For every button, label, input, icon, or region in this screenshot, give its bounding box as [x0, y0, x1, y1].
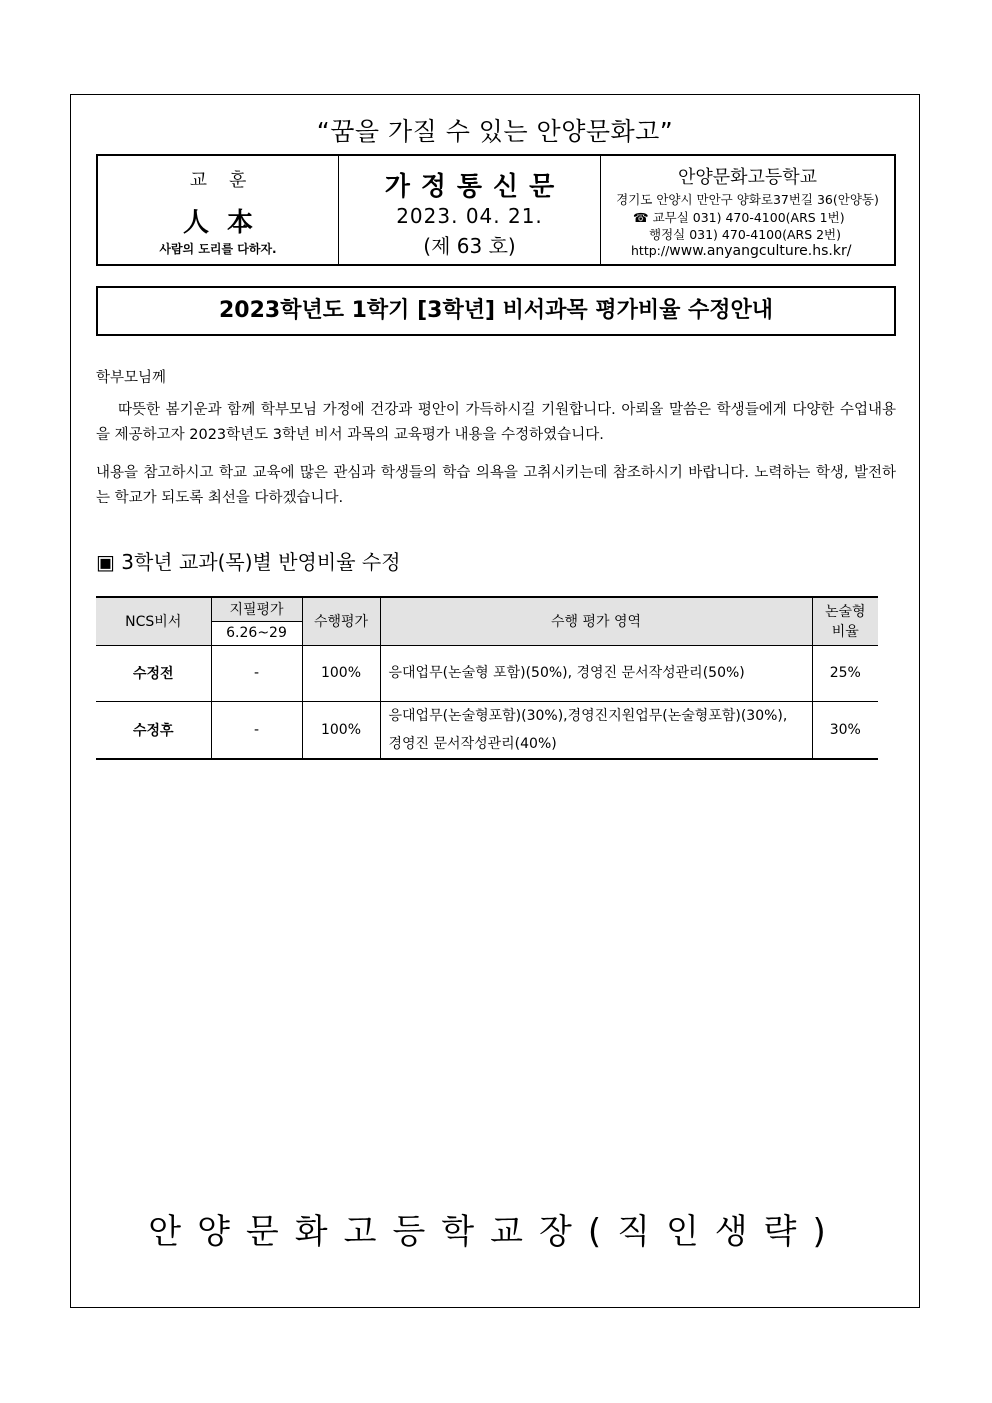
header-written: 지필평가: [211, 597, 302, 621]
admin-phone: 행정실 031) 470-4100(ARS 2번): [649, 227, 842, 242]
written-value: -: [211, 701, 302, 759]
creed-label: 교훈: [189, 170, 269, 191]
url-prefix: http://: [631, 243, 670, 258]
performance-value: 100%: [302, 701, 380, 759]
school-url[interactable]: [631, 243, 851, 259]
table-row: [96, 701, 878, 759]
header-subject: NCS비서: [96, 597, 211, 645]
office-phone: [633, 208, 845, 226]
area-line1: 응대업무(논술형포함)(30%),경영진지원업무(논술형포함)(30%),: [388, 707, 788, 724]
header-essay-line1: 논술형: [824, 604, 866, 621]
school-motto: “꿈을 가질 수 있는 안양문화고”: [316, 117, 674, 146]
area-line1: 응대업무(논술형 포함)(50%), 경영진 문서작성관리(50%): [388, 665, 745, 681]
school-info-cell: [601, 156, 894, 264]
notice-title: 2023학년도 1학기 [3학년] 비서과목 평가비율 수정안내: [96, 286, 896, 336]
header-essay-ratio: [812, 597, 878, 645]
section-heading: [96, 546, 401, 575]
section-heading-text: 3학년 교과(목)별 반영비율 수정: [121, 550, 401, 574]
black-square-icon: ▣: [96, 550, 115, 574]
creed-subtitle: 사람의 도리를 다하자.: [159, 242, 277, 256]
greeting: 학부모님께: [96, 370, 167, 386]
telephone-icon: ☎: [633, 210, 649, 225]
header-performance: 수행평가: [302, 597, 380, 645]
row-label: 수정전: [96, 645, 211, 701]
school-creed-cell: [98, 156, 339, 264]
url-main: www.anyangculture.hs.kr/: [669, 243, 852, 259]
essay-value: 25%: [812, 645, 878, 701]
header-area: 수행 평가 영역: [380, 597, 812, 645]
header-written-date: 6.26~29: [211, 621, 302, 645]
office-phone-text: 교무실 031) 470-4100(ARS 1번): [652, 210, 845, 225]
letter-header: [96, 154, 896, 266]
header-essay-line2: 비율: [831, 624, 859, 641]
letter-issue-number: (제 63 호): [423, 234, 516, 258]
paragraph-1: 따뜻한 봄기운과 함께 학부모님 가정에 건강과 평안이 가득하시길 기원합니다. 아뢰올 말씀은 학생들에게 다양한 수업내용을 제공하고자 2023학년도 3학년 비서 과목의 교육평가 내용을 수정하였습니다.: [96, 402, 896, 443]
area-value: [380, 645, 812, 701]
paragraph-2: 내용을 참고하시고 학교 교육에 많은 관심과 학생들의 학습 의욕을 고취시키는데 참조하시기 바랍니다. 노력하는 학생, 발전하는 학교가 되도록 최선을 다하겠습니다.: [96, 465, 896, 506]
evaluation-ratio-table: [96, 596, 878, 760]
table-row: [96, 645, 878, 701]
creed-main: 人本: [182, 208, 271, 238]
principal-signature: 안양문화고등학교장(직인생략): [148, 1212, 842, 1252]
written-value: -: [211, 645, 302, 701]
area-line2: 경영진 문서작성관리(40%): [388, 735, 557, 752]
essay-value: 30%: [812, 701, 878, 759]
area-value: [380, 701, 812, 759]
school-address: 경기도 안양시 만안구 양화로37번길 36(안양동): [616, 192, 879, 207]
school-name: 안양문화고등학교: [677, 167, 818, 188]
letter-date: 2023. 04. 21.: [396, 204, 543, 228]
row-label: 수정후: [96, 701, 211, 759]
performance-value: 100%: [302, 645, 380, 701]
letter-title: 가정통신문: [384, 172, 566, 202]
letter-info-cell: [339, 156, 601, 264]
